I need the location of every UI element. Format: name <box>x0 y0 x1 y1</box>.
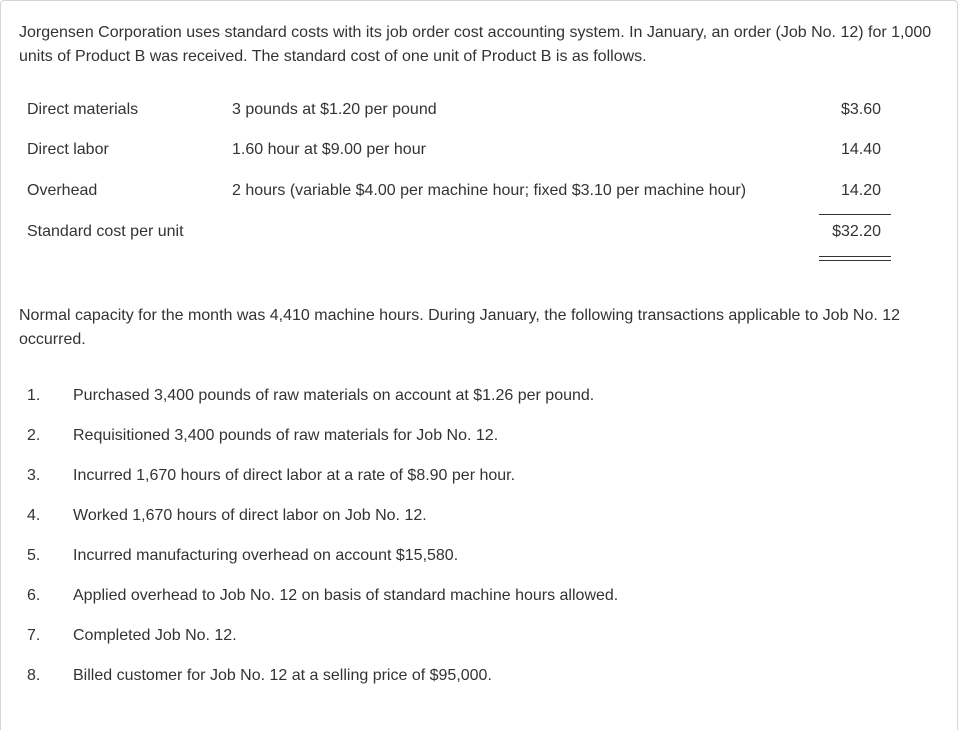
cost-label: Standard cost per unit <box>27 223 184 240</box>
transaction-text: Requisitioned 3,400 pounds of raw materials for Job No. 12. <box>73 427 499 444</box>
transaction-item <box>27 664 927 688</box>
transaction-item <box>27 464 927 488</box>
cost-amount: 14.40 <box>840 141 881 158</box>
transaction-number: 6. <box>27 587 41 604</box>
transaction-item <box>27 624 927 648</box>
cost-row-direct-materials <box>27 101 889 125</box>
cost-row-overhead <box>27 182 889 206</box>
cost-amount: 14.20 <box>840 182 881 199</box>
transaction-item <box>27 424 927 448</box>
transaction-text: Completed Job No. 12. <box>73 627 237 644</box>
transaction-number: 4. <box>27 507 41 524</box>
cost-amount: $32.20 <box>832 223 881 240</box>
transaction-text: Incurred 1,670 hours of direct labor at a rate of $8.90 per hour. <box>73 467 516 484</box>
subtotal-rule <box>819 214 891 215</box>
transaction-number: 7. <box>27 627 41 644</box>
transaction-number: 1. <box>27 387 41 404</box>
cost-description: 2 hours (variable $4.00 per machine hour; fixed $3.10 per machine hour) <box>232 182 747 199</box>
transaction-item <box>27 504 927 528</box>
cost-label: Direct labor <box>27 141 109 158</box>
cost-description: 1.60 hour at $9.00 per hour <box>232 141 426 158</box>
transaction-item <box>27 584 927 608</box>
transaction-number: 3. <box>27 467 41 484</box>
cost-row-standard-total <box>27 223 889 247</box>
transaction-item <box>27 384 927 408</box>
transaction-item <box>27 544 927 568</box>
transaction-text: Billed customer for Job No. 12 at a selling price of $95,000. <box>73 667 492 684</box>
transaction-text: Incurred manufacturing overhead on account $15,580. <box>73 547 459 564</box>
intro-paragraph: Jorgensen Corporation uses standard costs with its job order cost accounting system. In January, an order (Job No. 12) for 1,000 units of Product B was received. The standard cost of one unit of Product B is as follows. <box>19 24 932 65</box>
transaction-text: Worked 1,670 hours of direct labor on Job No. 12. <box>73 507 427 524</box>
transaction-number: 8. <box>27 667 41 684</box>
transaction-number: 2. <box>27 427 41 444</box>
cost-label: Direct materials <box>27 101 139 118</box>
cost-amount: $3.60 <box>840 101 881 118</box>
cost-label: Overhead <box>27 182 98 199</box>
transaction-text: Purchased 3,400 pounds of raw materials on account at $1.26 per pound. <box>73 387 595 404</box>
cost-description: 3 pounds at $1.20 per pound <box>232 101 437 118</box>
total-double-rule <box>819 256 891 261</box>
transaction-number: 5. <box>27 547 41 564</box>
cost-row-direct-labor <box>27 141 889 165</box>
transaction-text: Applied overhead to Job No. 12 on basis of standard machine hours allowed. <box>73 587 619 604</box>
normal-capacity-paragraph: Normal capacity for the month was 4,410 machine hours. During January, the following transactions applicable to Job No. 12 occurred. <box>19 307 901 348</box>
